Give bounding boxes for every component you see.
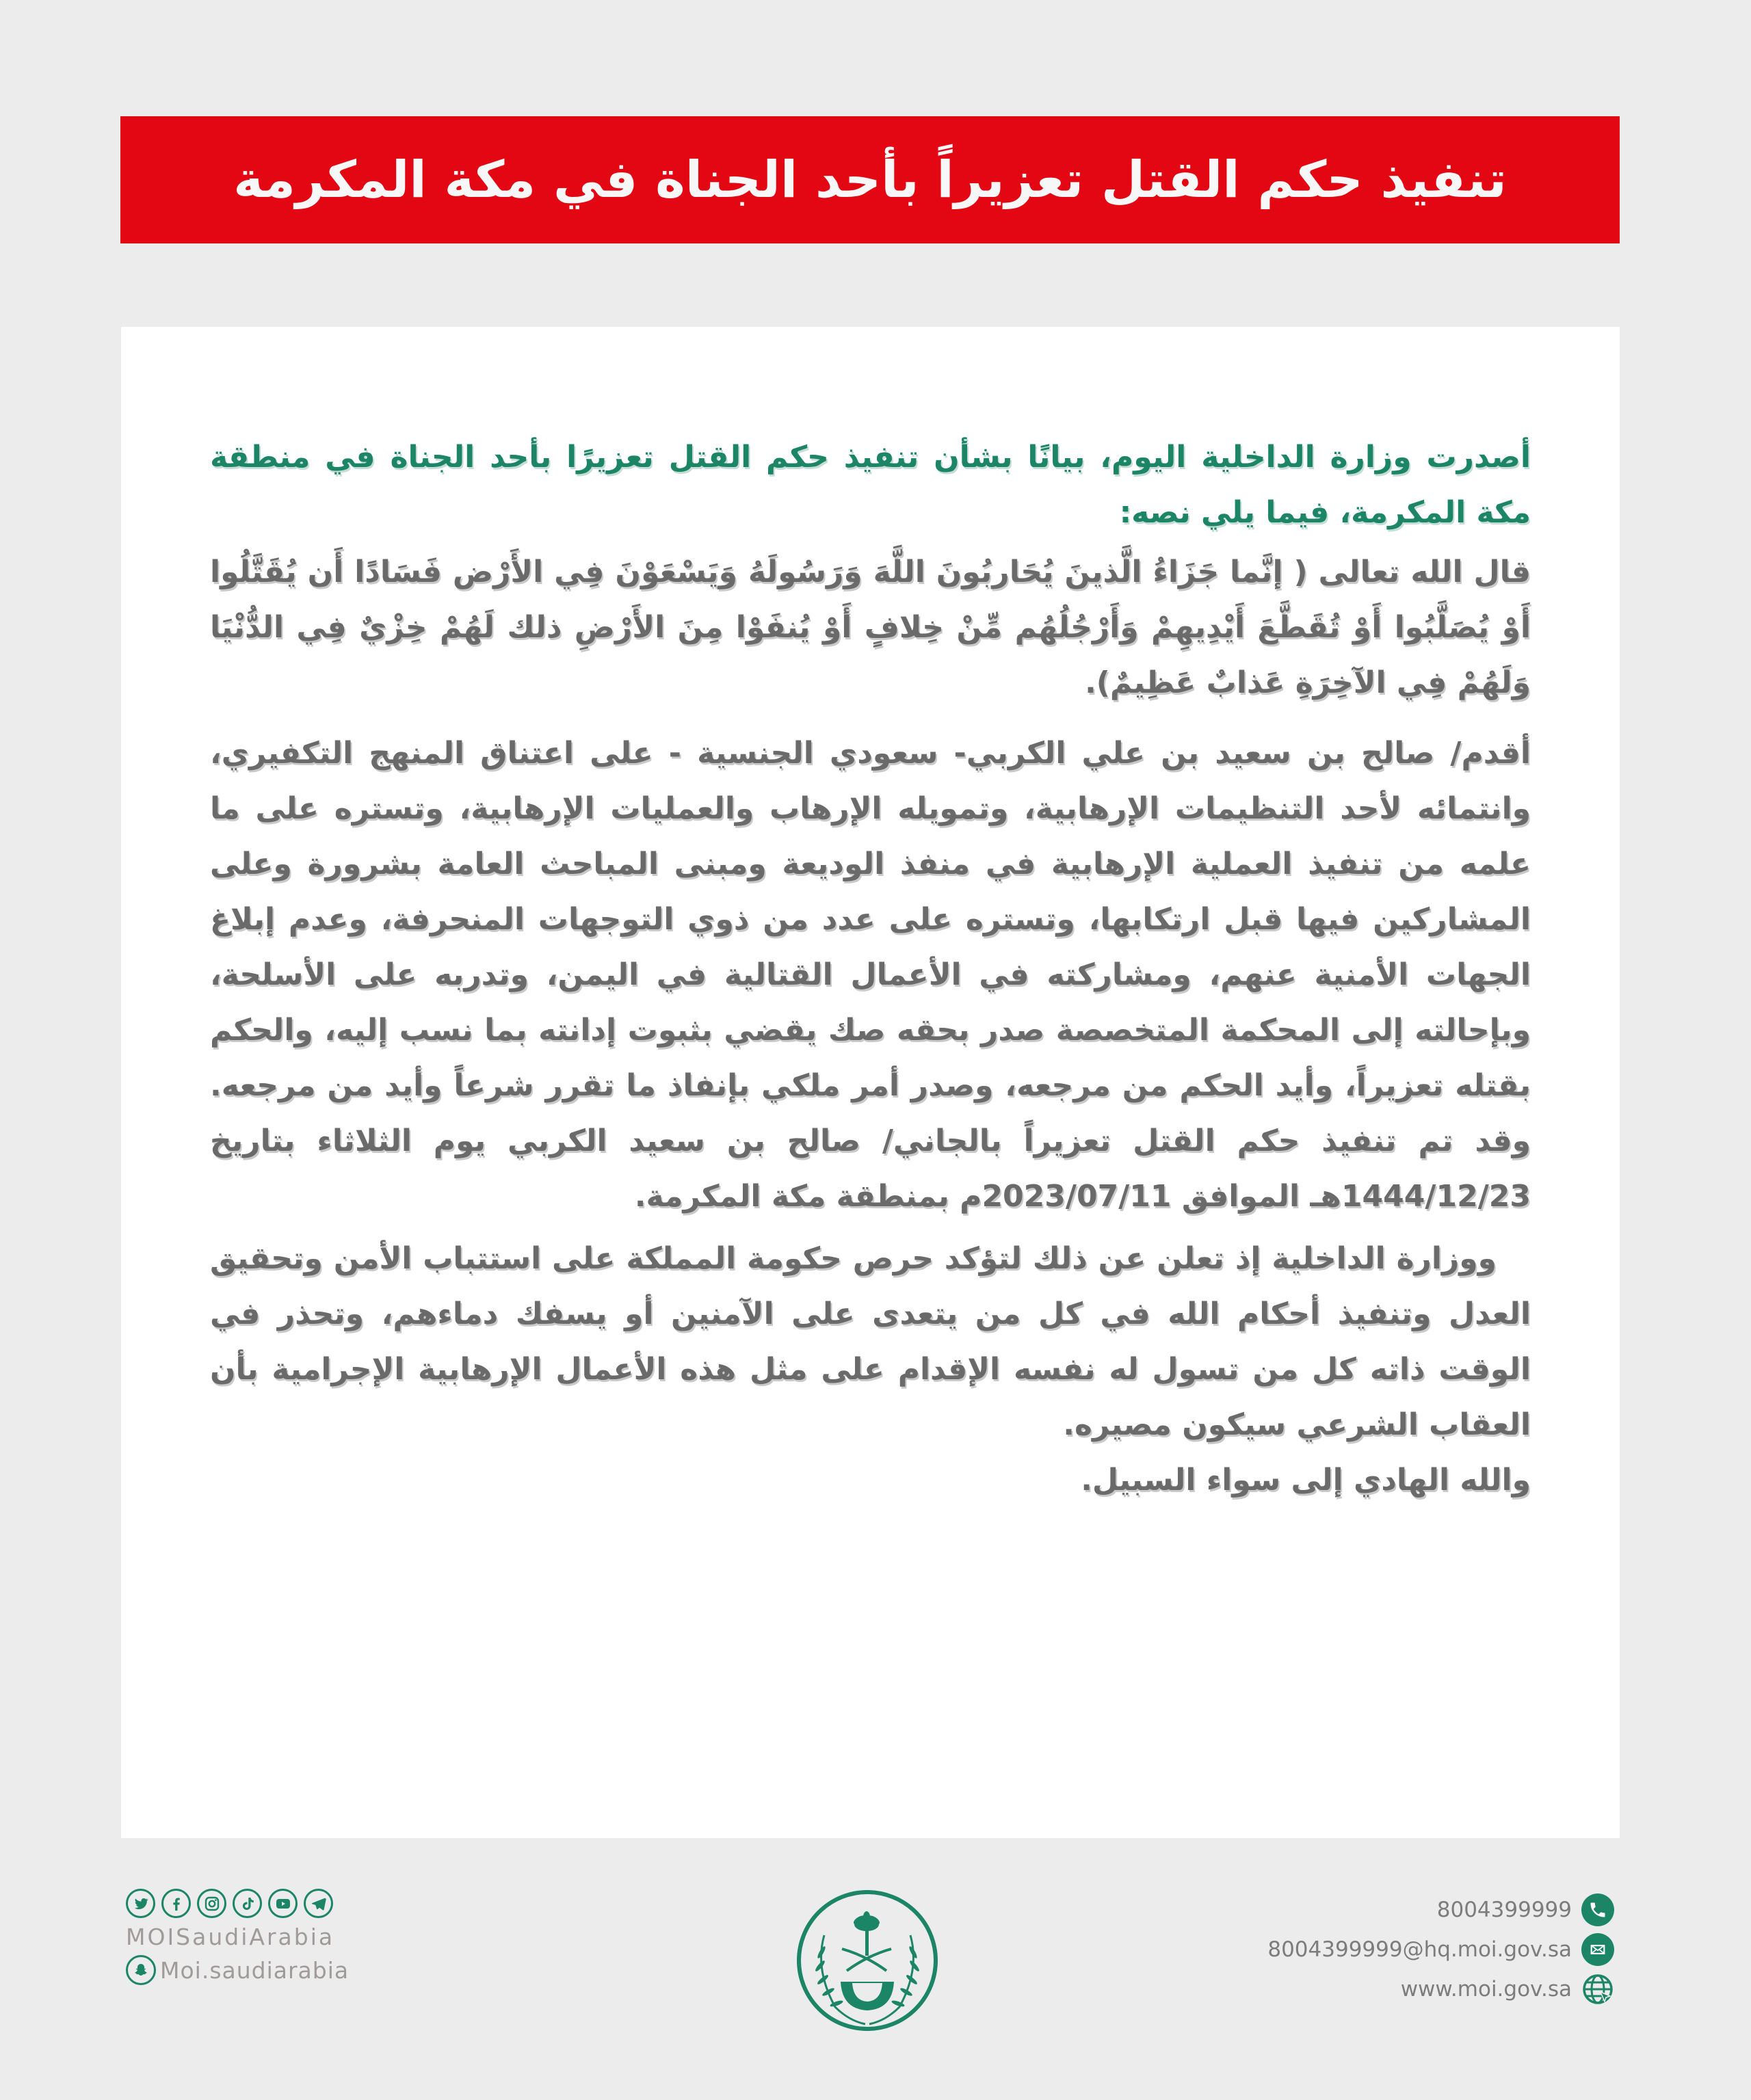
telegram-icon[interactable] <box>304 1889 333 1918</box>
statement-body-paragraph: أقدم/ صالح بن سعيد بن علي الكربي- سعودي الجنسية - على اعتناق المنهج التكفيري، وانتمائه لأحد التنظيمات الإرهابية، وتمويله الإرهاب والعمليات الإرهابية، وتستره على ما علمه من تنفيذ العملية الإرهابية في منفذ الوديعة ومبنى المباحث العامة بشرورة وعلى المشاركين فيها قبل ارتكابها، وتستره على عدد من ذوي التوجهات المنحرفة، وعدم إبلاغ الجهات الأمنية عنهم، ومشاركته في الأعمال القتالية في اليمن، وتدربه على الأسلحة، وبإحالته إلى المحكمة المتخصصة صدر بحقه صك يقضي بثبوت إدانته بما نسب إليه، والحكم بقتله تعزيراً، وأيد الحكم من مرجعه، وصدر أمر ملكي بإنفاذ ما تقرر شرعاً وأيد من مرجعه. وقد تم تنفيذ حكم القتل تعزيراً بالجاني/ صالح بن سعيد الكربي يوم الثلاثاء بتاريخ 1444/12/23هـ الموافق 2023/07/11م بمنطقة مكة المكرمة. <box>210 736 1531 1214</box>
contact-website[interactable] <box>1267 1969 1614 2009</box>
statement-closing: والله الهادي إلى سواء السبيل. <box>1081 1463 1531 1498</box>
quran-quote: قال الله تعالى ( إنَّما جَزَاءُ الَّذينَ يُحَاربُونَ اللَّهَ وَرَسُولَهُ وَيَسْعَوْنَ فِي الأَرْض فَسَادًا أَن يُقَتَّلُوا أَوْ يُصَلَّبُوا أَوْ تُقَطَّعَ أَيْدِيهِمْ وَأَرْجُلُهُم مِّنْ خِلافٍ أَوْ يُنفَوْا مِنَ الأَرْضِ ذلك لَهُمْ خِزْيٌ فِي الدُّنْيَا وَلَهُمْ فِي الآخِرَةِ عَذابٌ عَظِيمٌ). <box>210 555 1531 700</box>
tiktok-icon[interactable] <box>233 1889 262 1918</box>
social-links <box>126 1889 358 1985</box>
snapchat-icon[interactable] <box>126 1955 156 1985</box>
phone-number[interactable]: 8004399999 <box>1436 1898 1572 1922</box>
website-url[interactable]: www.moi.gov.sa <box>1400 1977 1572 2002</box>
mail-icon <box>1581 1933 1614 1966</box>
footer <box>0 1867 1751 2072</box>
header-banner <box>120 116 1620 243</box>
statement-warning-paragraph: ووزارة الداخلية إذ تعلن عن ذلك لتؤكد حرص حكومة المملكة على استتباب الأمن وتحقيق العدل وتنفيذ أحكام الله في كل من يتعدى على الآمنين أو يسفك دماءهم، وتحذر في الوقت ذاته كل من تسول له نفسه الإقدام على مثل هذه الأعمال الإرهابية الإجرامية بأن العقاب الشرعي سيكون مصيره. <box>210 1241 1531 1442</box>
email-address[interactable]: 8004399999@hq.moi.gov.sa <box>1267 1937 1572 1962</box>
twitter-icon[interactable] <box>126 1889 155 1918</box>
phone-icon <box>1581 1893 1614 1926</box>
snapchat-link[interactable] <box>126 1955 358 1985</box>
youtube-icon[interactable] <box>268 1889 298 1918</box>
social-handle[interactable]: MOISaudiArabia <box>126 1924 335 1950</box>
ministry-of-interior-emblem <box>794 1887 940 2034</box>
statement-content <box>210 429 1531 1508</box>
snapchat-handle: Moi.saudiarabia <box>160 1956 350 1984</box>
social-icons-row <box>126 1889 358 1918</box>
contact-info <box>1267 1890 1614 2009</box>
facebook-icon[interactable] <box>161 1889 191 1918</box>
instagram-icon[interactable] <box>197 1889 226 1918</box>
contact-phone[interactable] <box>1267 1890 1614 1930</box>
page-title: تنفيذ حكم القتل تعزيراً بأحد الجناة في مكة المكرمة <box>233 150 1507 209</box>
statement-lead: أصدرت وزارة الداخلية اليوم، بيانًا بشأن تنفيذ حكم القتل تعزيرًا بأحد الجناة في منطقة مكة المكرمة، فيما يلي نصه: <box>210 440 1531 530</box>
statement-card <box>121 327 1620 1838</box>
globe-icon <box>1581 1973 1614 2006</box>
contact-email[interactable] <box>1267 1930 1614 1969</box>
